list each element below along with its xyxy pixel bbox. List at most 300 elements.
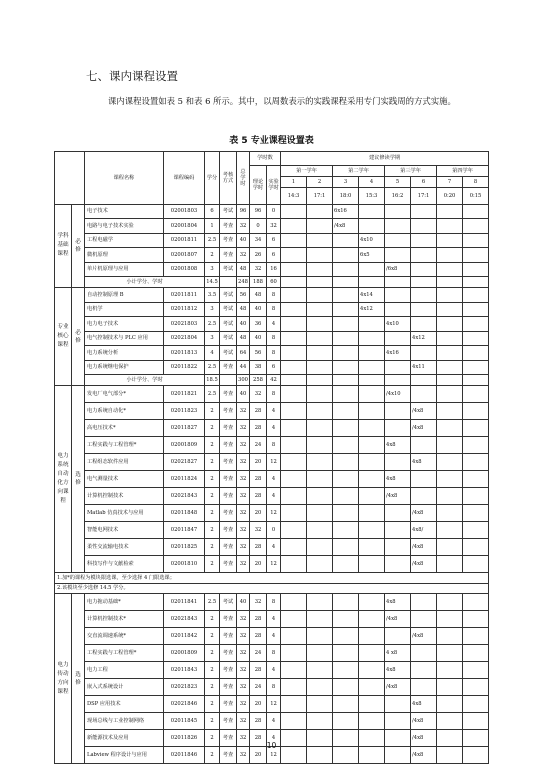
course-credit: 1 <box>205 219 220 234</box>
course-theory-hours: 38 <box>250 360 267 375</box>
semester-cell <box>411 662 437 679</box>
table-row <box>55 437 489 454</box>
course-name: 电机学 <box>85 302 164 317</box>
semester-cell <box>307 277 333 288</box>
semester-cell <box>281 386 307 403</box>
semester-cell <box>463 679 489 696</box>
course-credit: 2 <box>205 454 220 471</box>
semester-cell <box>437 386 463 403</box>
course-credit: 3 <box>205 302 220 317</box>
table-row <box>55 611 489 628</box>
course-total-hours: 32 <box>237 611 250 628</box>
semester-cell <box>437 679 463 696</box>
course-name: 电力拖动基础* <box>85 594 164 611</box>
table-note: 2.该模块至少选修 14.5 学分。 <box>55 583 489 594</box>
semester-cell <box>307 713 333 730</box>
course-exam: 考查 <box>220 505 237 522</box>
course-exam: 考查 <box>220 437 237 454</box>
course-theory-hours: 28 <box>250 628 267 645</box>
semester-cell <box>359 403 385 420</box>
course-code: 02011841 <box>164 594 205 611</box>
course-code: 02001804 <box>164 219 205 234</box>
semester-cell <box>333 262 359 277</box>
semester-cell <box>307 696 333 713</box>
course-total-hours: 32 <box>237 628 250 645</box>
semester-cell <box>359 662 385 679</box>
semester-cell <box>333 375 359 386</box>
course-credit: 2 <box>205 645 220 662</box>
course-lab-hours: 8 <box>267 346 281 361</box>
semester-cell <box>333 556 359 573</box>
semester-cell <box>281 204 307 219</box>
semester-mark: /4x10 <box>385 386 411 403</box>
course-total-hours: 32 <box>237 662 250 679</box>
semester-mark: /4x8 <box>385 611 411 628</box>
semester-cell <box>463 317 489 332</box>
course-name: 微机原理 <box>85 248 164 263</box>
course-total-hours: 40 <box>237 233 250 248</box>
course-name: 工程组态软件应用 <box>85 454 164 471</box>
semester-cell <box>385 233 411 248</box>
course-credit: 2 <box>205 539 220 556</box>
course-theory-hours: 28 <box>250 662 267 679</box>
section-heading: 七、课内课程设置 <box>86 69 178 83</box>
semester-cell <box>333 454 359 471</box>
semester-cell <box>281 302 307 317</box>
course-theory-hours: 0 <box>250 219 267 234</box>
course-exam: 考查 <box>220 403 237 420</box>
course-name: 现场总线与工业控制网络 <box>85 713 164 730</box>
course-exam: 考试 <box>220 331 237 346</box>
semester-cell <box>437 375 463 386</box>
semester-cell <box>307 262 333 277</box>
semester-cell <box>385 713 411 730</box>
header-weeks: 17:1 <box>307 187 333 204</box>
course-total-hours: 32 <box>237 437 250 454</box>
semester-cell <box>385 403 411 420</box>
course-credit: 2 <box>205 628 220 645</box>
course-code: 02011846 <box>164 747 205 764</box>
semester-cell <box>359 262 385 277</box>
subtotal-total-hours: 248 <box>237 277 250 288</box>
semester-cell <box>385 331 411 346</box>
semester-cell <box>333 628 359 645</box>
semester-cell <box>333 302 359 317</box>
course-credit: 6 <box>205 204 220 219</box>
course-total-hours: 32 <box>237 645 250 662</box>
table-caption: 表 5 专业课程设置表 <box>229 136 314 146</box>
course-name: 发电厂电气部分* <box>85 386 164 403</box>
header-practice: 实验学时 <box>267 165 281 204</box>
semester-cell <box>281 645 307 662</box>
semester-cell <box>463 288 489 303</box>
semester-cell <box>411 645 437 662</box>
semester-cell <box>411 386 437 403</box>
semester-cell <box>463 522 489 539</box>
course-credit: 2 <box>205 505 220 522</box>
header-semester: 6 <box>411 176 437 187</box>
category-label: 电力传动方向课程 <box>55 594 72 764</box>
semester-cell <box>437 346 463 361</box>
course-exam: 考查 <box>220 611 237 628</box>
course-code: 02011825 <box>164 539 205 556</box>
semester-cell <box>281 360 307 375</box>
course-lab-hours: 6 <box>267 233 281 248</box>
course-exam: 考查 <box>220 233 237 248</box>
course-code: 02011813 <box>164 346 205 361</box>
semester-cell <box>307 645 333 662</box>
semester-cell <box>437 713 463 730</box>
semester-cell <box>307 679 333 696</box>
course-credit: 2 <box>205 679 220 696</box>
semester-cell <box>463 360 489 375</box>
semester-cell <box>359 679 385 696</box>
course-credit: 2 <box>205 611 220 628</box>
semester-cell <box>333 505 359 522</box>
semester-cell <box>281 375 307 386</box>
semester-cell <box>333 386 359 403</box>
course-credit: 2.5 <box>205 233 220 248</box>
course-lab-hours: 12 <box>267 454 281 471</box>
semester-cell <box>437 360 463 375</box>
subtotal-theory-hours: 188 <box>250 277 267 288</box>
semester-cell <box>437 662 463 679</box>
course-exam: 考试 <box>220 262 237 277</box>
course-name: DSP 应用技术 <box>85 696 164 713</box>
course-name: 嵌入式系统设计 <box>85 679 164 696</box>
semester-mark: /4x8 <box>411 505 437 522</box>
semester-cell <box>463 375 489 386</box>
course-code: 02011847 <box>164 522 205 539</box>
table-row <box>55 505 489 522</box>
course-credit: 2 <box>205 488 220 505</box>
course-exam: 考试 <box>220 288 237 303</box>
course-name: 电气测量技术 <box>85 471 164 488</box>
table-row <box>55 696 489 713</box>
header-year-4: 第四学年 <box>437 165 489 176</box>
course-credit: 2 <box>205 713 220 730</box>
course-exam: 考试 <box>220 302 237 317</box>
semester-cell <box>307 539 333 556</box>
semester-cell <box>437 403 463 420</box>
course-theory-hours: 32 <box>250 386 267 403</box>
course-credit: 2 <box>205 747 220 764</box>
category-label: 专业核心课程 <box>55 288 72 386</box>
course-type-label: 选修 <box>72 594 85 764</box>
course-theory-hours: 24 <box>250 679 267 696</box>
course-lab-hours: 8 <box>267 679 281 696</box>
semester-cell <box>411 219 437 234</box>
course-exam: 考查 <box>220 360 237 375</box>
course-theory-hours: 32 <box>250 522 267 539</box>
header-weeks: 18:0 <box>333 187 359 204</box>
semester-cell <box>463 611 489 628</box>
semester-cell <box>437 645 463 662</box>
subtotal-row <box>55 375 489 386</box>
course-theory-hours: 20 <box>250 556 267 573</box>
semester-cell <box>385 420 411 437</box>
course-credit: 2 <box>205 556 220 573</box>
course-lab-hours: 8 <box>267 302 281 317</box>
semester-cell <box>333 645 359 662</box>
category-label: 学科基础课程 <box>55 204 72 288</box>
course-total-hours: 96 <box>237 204 250 219</box>
course-name: 高电压技术* <box>85 420 164 437</box>
course-total-hours: 64 <box>237 346 250 361</box>
course-theory-hours: 36 <box>250 317 267 332</box>
course-code: 02011848 <box>164 505 205 522</box>
subtotal-total-hours: 300 <box>237 375 250 386</box>
course-code: 02021846 <box>164 696 205 713</box>
semester-mark: /4x8 <box>411 556 437 573</box>
semester-mark: 4x10 <box>385 317 411 332</box>
course-exam: 考查 <box>220 747 237 764</box>
semester-mark: 4x8 <box>385 471 411 488</box>
semester-mark: 6x16 <box>333 204 359 219</box>
semester-cell <box>307 248 333 263</box>
course-theory-hours: 28 <box>250 471 267 488</box>
header-weeks: 14:3 <box>281 187 307 204</box>
semester-cell <box>359 611 385 628</box>
course-lab-hours: 8 <box>267 386 281 403</box>
course-exam: 考查 <box>220 471 237 488</box>
course-lab-hours: 4 <box>267 317 281 332</box>
course-credit: 2 <box>205 248 220 263</box>
course-lab-hours: 4 <box>267 611 281 628</box>
semester-cell <box>359 360 385 375</box>
semester-cell <box>385 248 411 263</box>
course-total-hours: 48 <box>237 262 250 277</box>
semester-mark: 4x14 <box>359 288 385 303</box>
course-total-hours: 32 <box>237 488 250 505</box>
semester-cell <box>281 317 307 332</box>
course-theory-hours: 24 <box>250 437 267 454</box>
course-lab-hours: 8 <box>267 437 281 454</box>
semester-cell <box>437 331 463 346</box>
semester-cell <box>333 403 359 420</box>
course-name: Matlab 仿真技术与应用 <box>85 505 164 522</box>
table-row <box>55 539 489 556</box>
course-theory-hours: 24 <box>250 645 267 662</box>
course-exam: 考查 <box>220 488 237 505</box>
course-lab-hours: 6 <box>267 248 281 263</box>
semester-cell <box>281 628 307 645</box>
header-semester: 4 <box>359 176 385 187</box>
semester-cell <box>385 454 411 471</box>
course-credit: 2 <box>205 471 220 488</box>
course-total-hours: 32 <box>237 505 250 522</box>
semester-cell <box>333 471 359 488</box>
semester-cell <box>359 696 385 713</box>
semester-cell <box>281 488 307 505</box>
semester-cell <box>307 375 333 386</box>
course-total-hours: 32 <box>237 454 250 471</box>
semester-cell <box>333 288 359 303</box>
semester-cell <box>411 611 437 628</box>
semester-cell <box>333 696 359 713</box>
semester-cell <box>437 611 463 628</box>
semester-cell <box>359 346 385 361</box>
semester-cell <box>437 454 463 471</box>
semester-cell <box>333 277 359 288</box>
semester-cell <box>463 204 489 219</box>
table-row <box>55 645 489 662</box>
semester-cell <box>307 556 333 573</box>
semester-cell <box>281 420 307 437</box>
course-total-hours: 48 <box>237 331 250 346</box>
course-total-hours: 44 <box>237 360 250 375</box>
semester-cell <box>281 539 307 556</box>
course-name: 电力工程 <box>85 662 164 679</box>
course-code: 02011812 <box>164 302 205 317</box>
course-name: 科技写作与文献检索 <box>85 556 164 573</box>
semester-cell <box>437 471 463 488</box>
semester-cell <box>333 360 359 375</box>
course-total-hours: 32 <box>237 679 250 696</box>
course-code: 02001809 <box>164 437 205 454</box>
course-total-hours: 56 <box>237 288 250 303</box>
course-credit: 2.5 <box>205 360 220 375</box>
course-total-hours: 40 <box>237 594 250 611</box>
table-row <box>55 522 489 539</box>
semester-cell <box>307 302 333 317</box>
semester-cell <box>307 288 333 303</box>
course-name: 交直流调速系统* <box>85 628 164 645</box>
semester-cell <box>437 277 463 288</box>
table-row <box>55 288 489 303</box>
semester-cell <box>307 471 333 488</box>
course-lab-hours: 8 <box>267 645 281 662</box>
semester-cell <box>333 331 359 346</box>
table-row <box>55 471 489 488</box>
course-exam: 考查 <box>220 556 237 573</box>
course-theory-hours: 28 <box>250 730 267 747</box>
header-semester: 5 <box>385 176 411 187</box>
semester-cell <box>437 248 463 263</box>
course-lab-hours: 4 <box>267 471 281 488</box>
semester-cell <box>385 522 411 539</box>
course-code: 02021823 <box>164 679 205 696</box>
semester-cell <box>307 317 333 332</box>
course-exam: 考试 <box>220 594 237 611</box>
course-name: 工程电磁学 <box>85 233 164 248</box>
semester-mark: /4x8 <box>411 403 437 420</box>
course-lab-hours: 12 <box>267 696 281 713</box>
course-lab-hours: 4 <box>267 662 281 679</box>
semester-cell <box>437 288 463 303</box>
semester-cell <box>359 204 385 219</box>
course-theory-hours: 26 <box>250 248 267 263</box>
semester-cell <box>437 219 463 234</box>
semester-cell <box>359 471 385 488</box>
semester-cell <box>307 403 333 420</box>
semester-cell <box>281 288 307 303</box>
header-weeks: 16:2 <box>385 187 411 204</box>
semester-cell <box>411 375 437 386</box>
semester-cell <box>437 233 463 248</box>
semester-mark: /4x8 <box>411 747 437 764</box>
course-total-hours: 32 <box>237 420 250 437</box>
semester-cell <box>307 628 333 645</box>
course-theory-hours: 28 <box>250 488 267 505</box>
semester-cell <box>359 375 385 386</box>
semester-cell <box>385 505 411 522</box>
semester-cell <box>437 420 463 437</box>
semester-cell <box>411 594 437 611</box>
course-code: 02011823 <box>164 403 205 420</box>
table-row <box>55 386 489 403</box>
table-row <box>55 317 489 332</box>
semester-cell <box>307 219 333 234</box>
course-total-hours: 32 <box>237 522 250 539</box>
semester-cell <box>307 346 333 361</box>
course-code: 02021827 <box>164 454 205 471</box>
table-row <box>55 679 489 696</box>
semester-cell <box>359 645 385 662</box>
semester-cell <box>463 302 489 317</box>
course-credit: 2 <box>205 403 220 420</box>
semester-mark: 4x8 <box>385 437 411 454</box>
semester-mark: 4x10 <box>359 233 385 248</box>
semester-cell <box>463 556 489 573</box>
semester-cell <box>281 594 307 611</box>
course-total-hours: 32 <box>237 747 250 764</box>
semester-cell <box>385 556 411 573</box>
semester-cell <box>463 454 489 471</box>
course-name: 电力电子技术 <box>85 317 164 332</box>
course-lab-hours: 4 <box>267 730 281 747</box>
table-row <box>55 233 489 248</box>
course-theory-hours: 20 <box>250 696 267 713</box>
semester-cell <box>437 262 463 277</box>
course-exam: 考查 <box>220 730 237 747</box>
semester-cell <box>281 505 307 522</box>
course-code: 02011842 <box>164 628 205 645</box>
header-blank <box>55 152 85 205</box>
semester-cell <box>437 488 463 505</box>
course-name: 电路与电子技术实验 <box>85 219 164 234</box>
semester-cell <box>281 662 307 679</box>
header-total-hours: 总学时 <box>237 152 250 205</box>
semester-cell <box>385 302 411 317</box>
table-row <box>55 594 489 611</box>
course-type-label: 必修 <box>72 204 85 288</box>
table-row <box>55 262 489 277</box>
semester-cell <box>411 277 437 288</box>
subtotal-theory-hours: 258 <box>250 375 267 386</box>
semester-cell <box>385 204 411 219</box>
header-theory: 理论学时 <box>250 165 267 204</box>
course-exam: 考试 <box>220 317 237 332</box>
course-code: 02011843 <box>164 662 205 679</box>
table-row <box>55 346 489 361</box>
course-theory-hours: 28 <box>250 420 267 437</box>
subtotal-row <box>55 277 489 288</box>
semester-mark: 4x8/ <box>411 522 437 539</box>
semester-mark: 4x16 <box>385 346 411 361</box>
course-lab-hours: 4 <box>267 713 281 730</box>
semester-cell <box>437 437 463 454</box>
semester-cell <box>281 522 307 539</box>
semester-cell <box>437 204 463 219</box>
semester-cell <box>437 556 463 573</box>
semester-cell <box>463 662 489 679</box>
semester-mark: 4x8 <box>385 594 411 611</box>
semester-mark: /4x8 <box>333 219 359 234</box>
semester-cell <box>385 696 411 713</box>
course-theory-hours: 20 <box>250 505 267 522</box>
semester-cell <box>411 346 437 361</box>
